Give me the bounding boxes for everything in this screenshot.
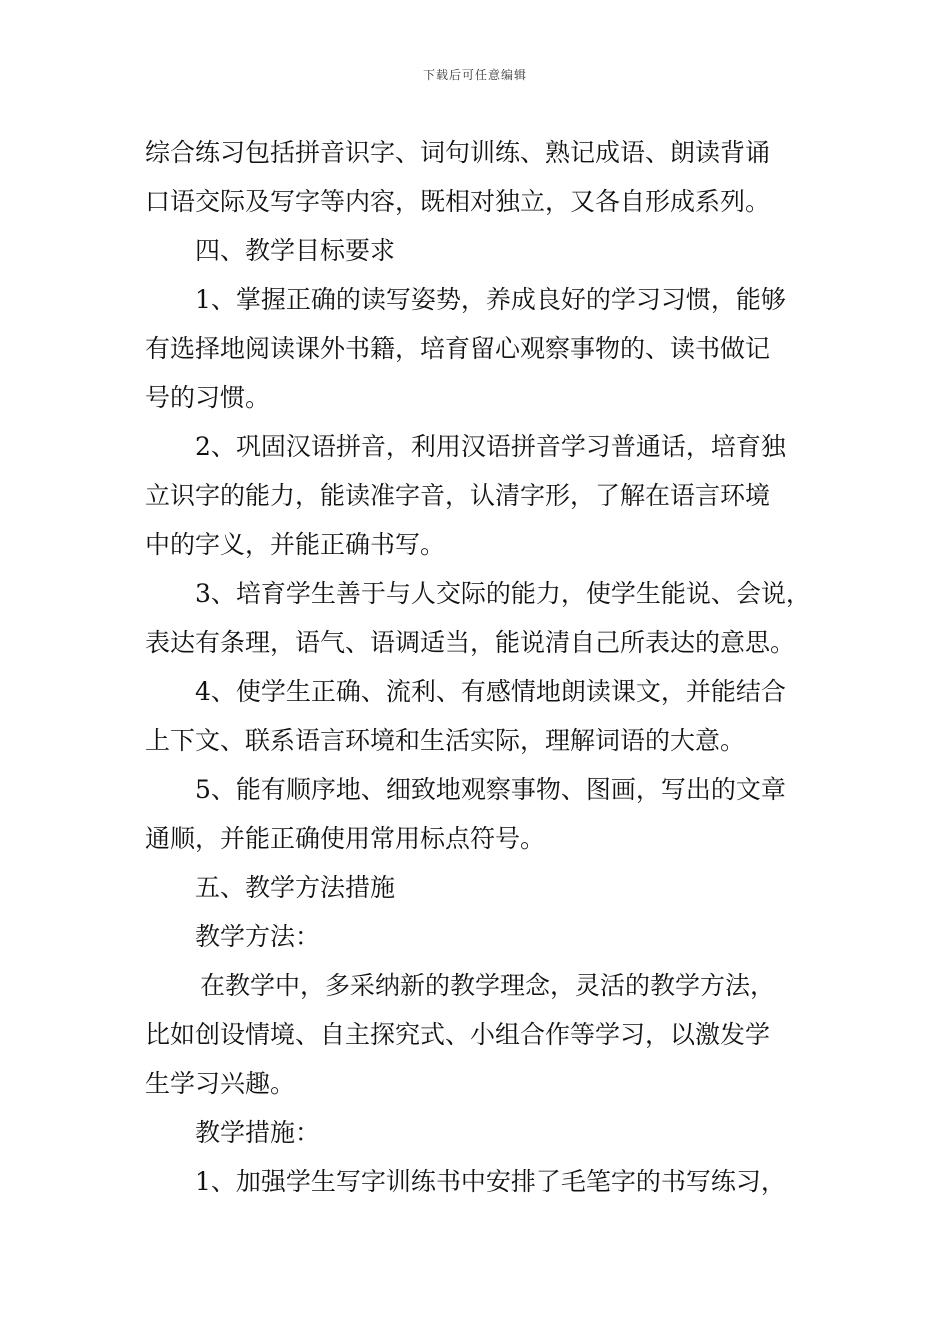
text-line: 在教学中，多采纳新的教学理念，灵活的教学方法， xyxy=(200,971,776,1000)
text-line: 上下文、联系语言环境和生活实际，理解词语的大意。 xyxy=(145,726,746,755)
text-line: 表达有条理，语气、语调适当，能说清自己所表达的意思。 xyxy=(145,628,796,657)
subheading: 教学方法： xyxy=(195,922,321,951)
text-line: 通顺，并能正确使用常用标点符号。 xyxy=(145,824,546,853)
page-header-note: 下载后可任意编辑 xyxy=(422,68,527,82)
subheading: 教学措施： xyxy=(195,1118,321,1147)
text-line: 号的习惯。 xyxy=(145,383,271,412)
text-line: 5、能有顺序地、细致地观察事物、图画，写出的文章 xyxy=(195,775,786,804)
section-heading: 五、教学方法措施 xyxy=(195,873,396,902)
text-line: 立识字的能力，能读准字音，认清字形，了解在语言环境 xyxy=(145,481,771,510)
text-line: 1、加强学生写字训练书中安排了毛笔字的书写练习， xyxy=(195,1167,786,1196)
text-line: 1、掌握正确的读写姿势，养成良好的学习习惯，能够 xyxy=(195,285,786,314)
text-line: 比如创设情境、自主探究式、小组合作等学习，以激发学 xyxy=(145,1020,771,1049)
text-line: 有选择地阅读课外书籍，培育留心观察事物的、读书做记 xyxy=(145,334,771,363)
text-line: 3、培育学生善于与人交际的能力，使学生能说、会说， xyxy=(195,579,811,608)
text-line: 口语交际及写字等内容，既相对独立，又各自形成系列。 xyxy=(145,187,771,216)
text-line: 生学习兴趣。 xyxy=(145,1069,296,1098)
document-body xyxy=(145,128,815,1206)
text-line: 中的字义，并能正确书写。 xyxy=(145,530,446,559)
section-heading: 四、教学目标要求 xyxy=(195,236,396,265)
text-line: 4、使学生正确、流利、有感情地朗读课文，并能结合 xyxy=(195,677,786,706)
text-line: 2、巩固汉语拼音，利用汉语拼音学习普通话，培育独 xyxy=(195,432,786,461)
text-line: 综合练习包括拼音识字、词句训练、熟记成语、朗读背诵 xyxy=(145,138,771,167)
